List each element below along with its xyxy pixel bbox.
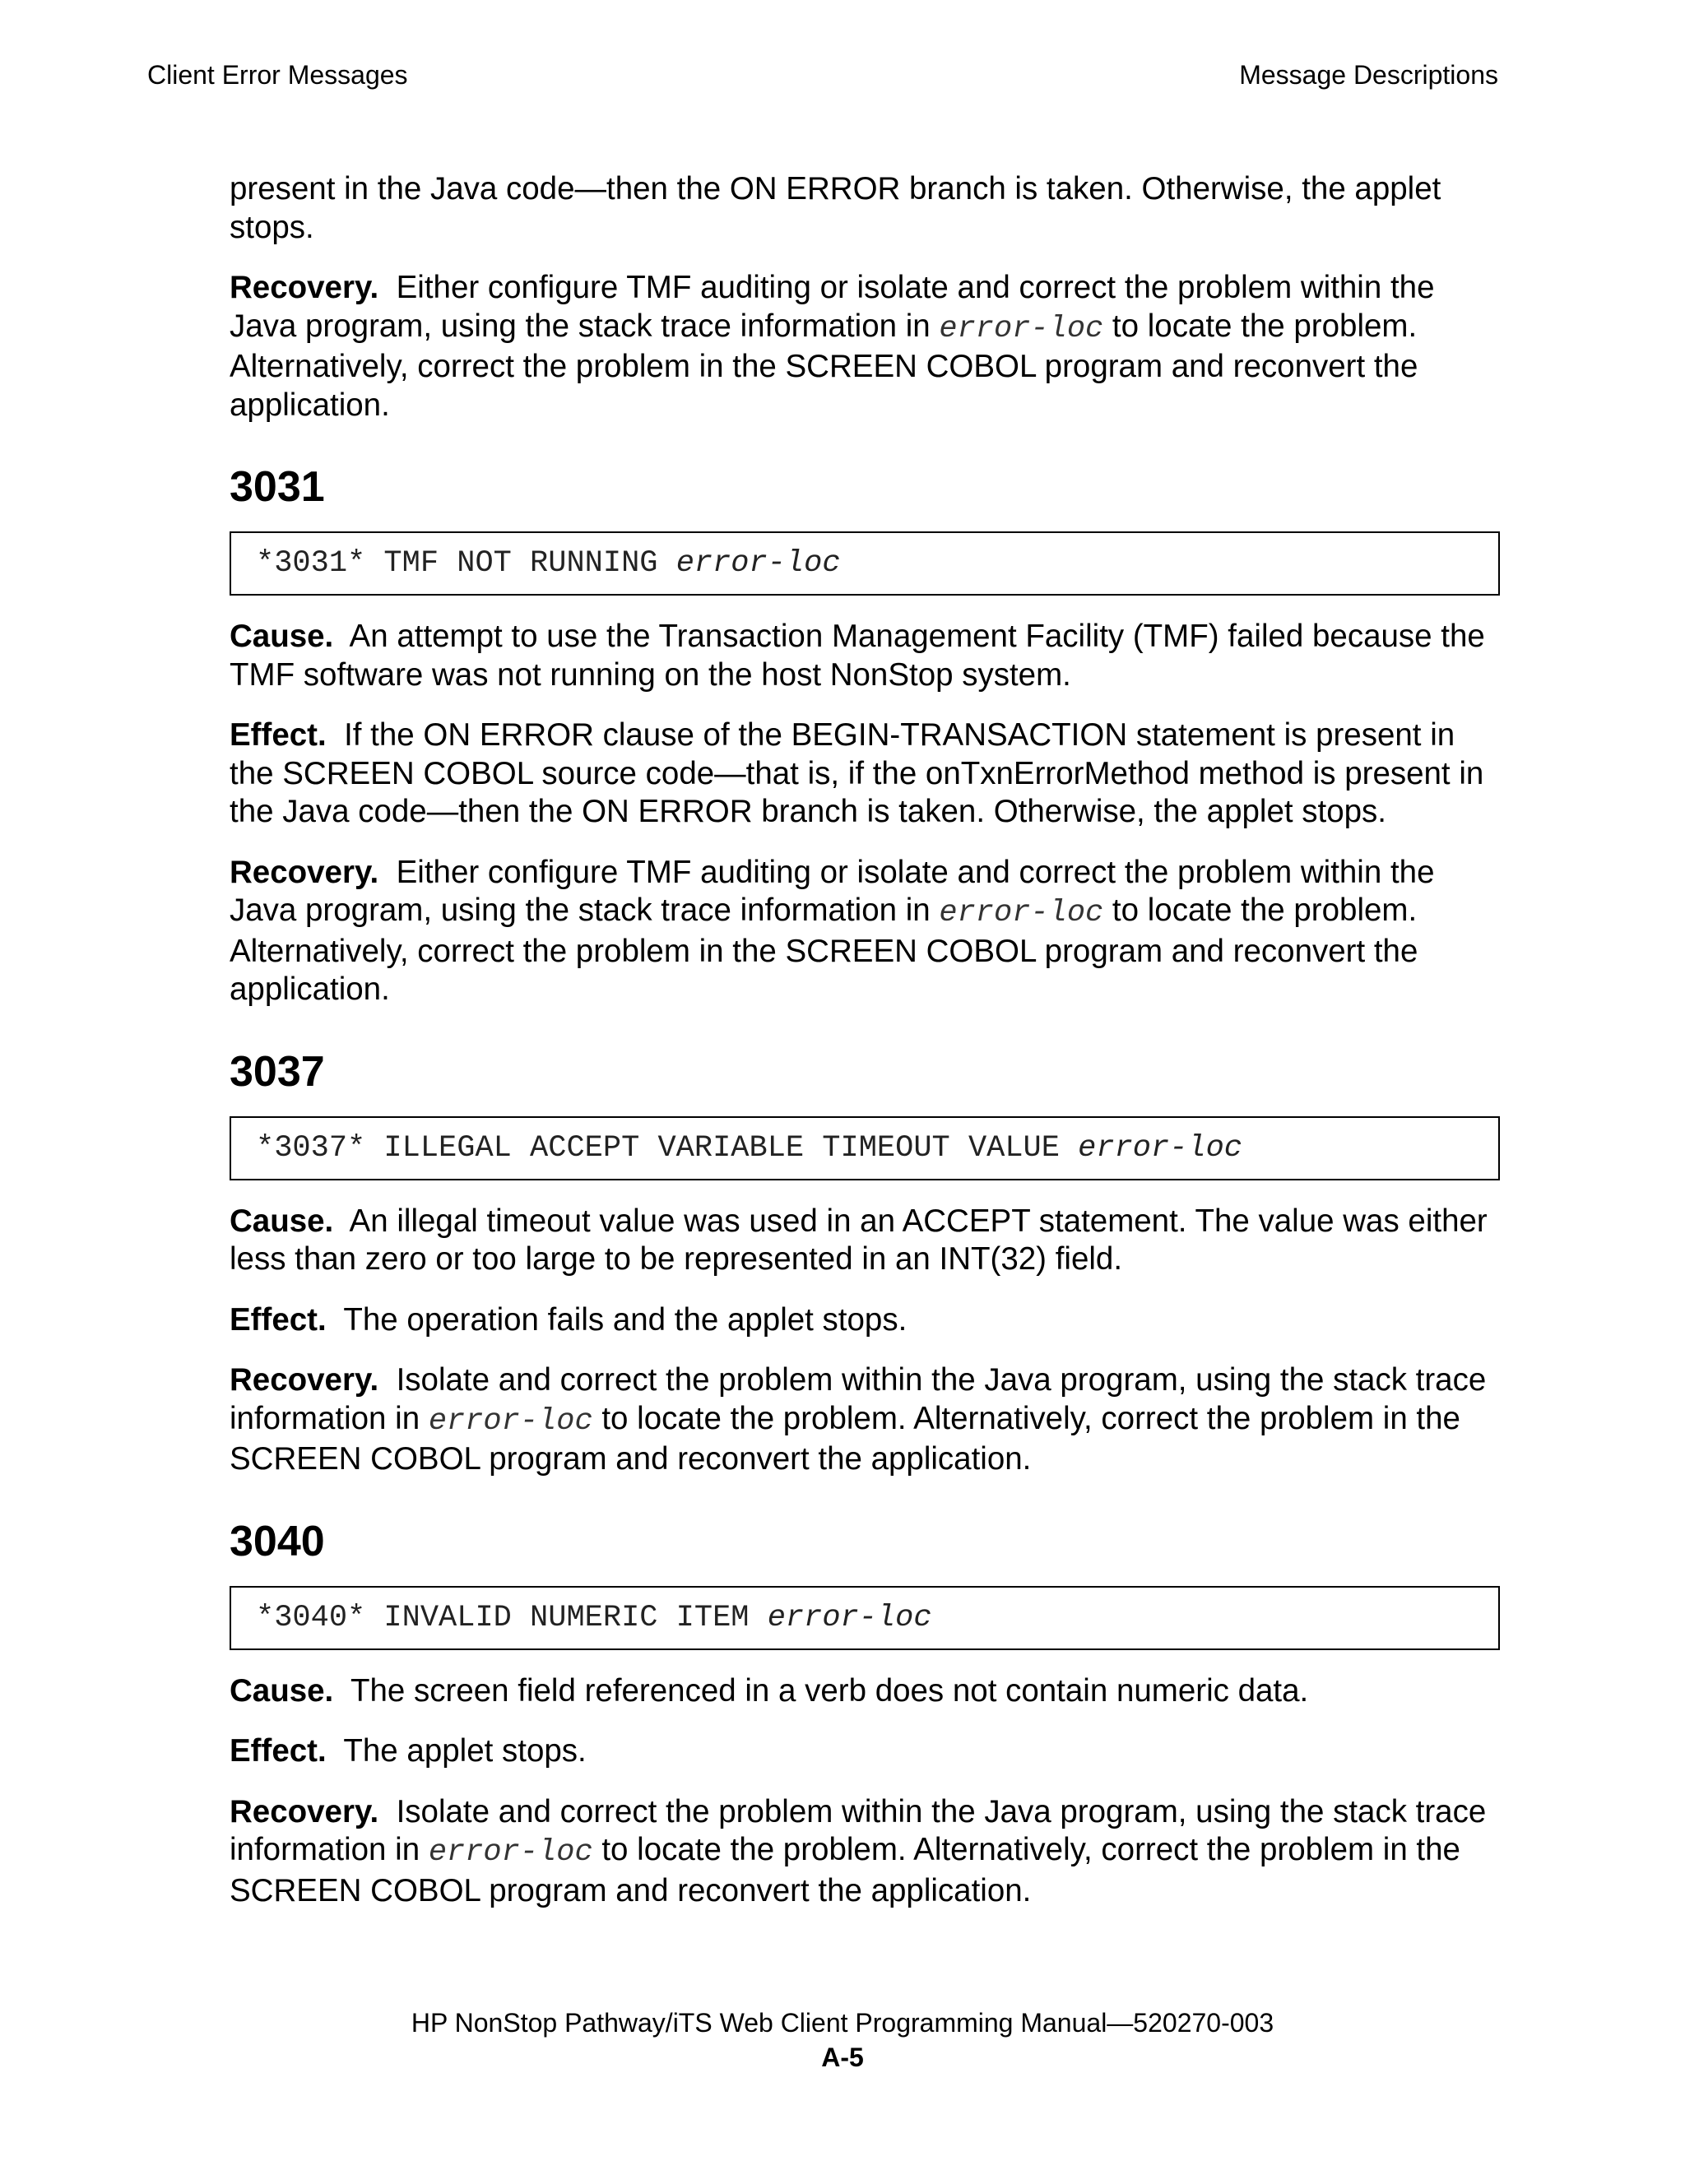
- manual-title: HP NonStop Pathway/iTS Web Client Programming Manual—520270-003: [411, 2008, 1274, 2038]
- message-recovery: [230, 1793, 1500, 1911]
- recovery-label: Recovery.: [230, 1362, 379, 1398]
- recovery-label: Recovery.: [230, 270, 379, 305]
- message-cause: [230, 1672, 1500, 1711]
- message-code-loc: error-loc: [767, 1600, 932, 1635]
- page-footer: [0, 2005, 1685, 2075]
- cause-label: Cause.: [230, 1672, 334, 1709]
- effect-label: Effect.: [230, 1733, 327, 1769]
- cause-text: The screen field referenced in a verb does not contain numeric data.: [350, 1672, 1309, 1709]
- effect-text: The operation fails and the applet stops.: [343, 1301, 907, 1338]
- recovery-text-pre: Either configure TMF auditing or isolate and correct the problem within the Java program, using the stack trace information in: [230, 854, 1435, 928]
- message-effect: [230, 1732, 1500, 1771]
- message-number-heading: 3031: [230, 463, 325, 511]
- header-section-title: Client Error Messages: [147, 60, 408, 90]
- intro-recovery: [230, 269, 1500, 424]
- recovery-text-pre: Isolate and correct the problem within the Java program, using the stack trace information in: [230, 1793, 1487, 1867]
- effect-text: If the ON ERROR clause of the BEGIN-TRANSACTION statement is present in the SCREEN COBOL source code—that is, if the onTxnErrorMethod method is present in the Java code—then the ON ERROR branch is taken. Otherwise, the applet stops.: [230, 717, 1484, 829]
- message-code-text: *3031* TMF NOT RUNNING: [256, 546, 676, 581]
- recovery-label: Recovery.: [230, 1793, 379, 1829]
- recovery-text-post: to locate the problem. Alternatively, correct the problem in the SCREEN COBOL program and reconvert the application.: [230, 1832, 1460, 1908]
- message-cause: [230, 1203, 1500, 1279]
- message-code-text: *3040* INVALID NUMERIC ITEM: [256, 1600, 768, 1635]
- cause-text: An illegal timeout value was used in an ACCEPT statement. The value was either less than zero or too large to be represented in an INT(32) field.: [230, 1203, 1488, 1277]
- message-recovery: [230, 1361, 1500, 1479]
- message-code-box: [230, 1116, 1500, 1180]
- message-code-box: [230, 531, 1500, 596]
- error-loc-code: error-loc: [428, 1835, 593, 1870]
- message-number-heading: 3040: [230, 1517, 325, 1565]
- message-recovery: [230, 854, 1500, 1009]
- message-effect: [230, 716, 1500, 832]
- error-loc-code: error-loc: [428, 1403, 593, 1439]
- message-code-loc: error-loc: [675, 546, 841, 581]
- page-number: A-5: [821, 2043, 864, 2072]
- effect-label: Effect.: [230, 717, 327, 753]
- header-chapter-title: Message Descriptions: [1239, 60, 1498, 90]
- error-loc-code: error-loc: [939, 896, 1104, 930]
- intro-effect-continuation: present in the Java code—then the ON ERROR branch is taken. Otherwise, the applet stops.: [230, 171, 1441, 245]
- message-cause: [230, 618, 1500, 694]
- effect-label: Effect.: [230, 1301, 327, 1338]
- cause-label: Cause.: [230, 619, 334, 654]
- recovery-text-post: to locate the problem. Alternatively, correct the problem in the SCREEN COBOL program and reconvert the application.: [230, 893, 1418, 1007]
- page-content: [230, 170, 1500, 1932]
- running-header: [147, 56, 1498, 94]
- message-code-box: [230, 1586, 1500, 1650]
- recovery-text-post: to locate the problem. Alternatively, correct the problem in the SCREEN COBOL program and reconvert the application.: [230, 1400, 1460, 1477]
- message-number-heading: 3037: [230, 1047, 325, 1096]
- recovery-text-pre: Isolate and correct the problem within the Java program, using the stack trace information in: [230, 1362, 1487, 1436]
- recovery-text-post: to locate the problem. Alternatively, correct the problem in the SCREEN COBOL program and reconvert the application.: [230, 308, 1418, 423]
- error-loc-code: error-loc: [939, 311, 1104, 346]
- recovery-label: Recovery.: [230, 854, 379, 890]
- recovery-text-pre: Either configure TMF auditing or isolate and correct the problem within the Java program, using the stack trace information in: [230, 270, 1435, 344]
- cause-text: An attempt to use the Transaction Management Facility (TMF) failed because the TMF software was not running on the host NonStop system.: [230, 619, 1485, 693]
- message-effect: [230, 1301, 1500, 1340]
- message-code-text: *3037* ILLEGAL ACCEPT VARIABLE TIMEOUT VALUE: [256, 1130, 1079, 1166]
- cause-label: Cause.: [230, 1203, 334, 1239]
- message-code-loc: error-loc: [1078, 1130, 1243, 1166]
- effect-text: The applet stops.: [343, 1733, 587, 1769]
